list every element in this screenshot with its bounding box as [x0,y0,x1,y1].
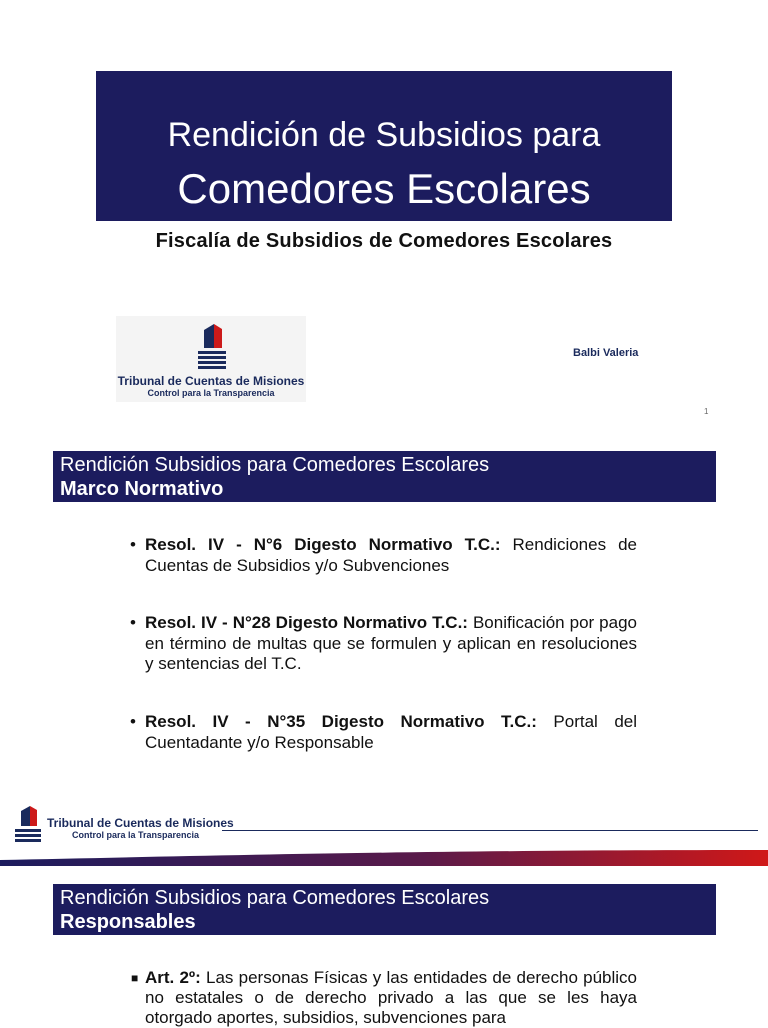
title-banner [96,71,672,221]
article-paragraph [131,968,637,1028]
title-line-2: Comedores Escolares [177,165,591,212]
building-logo-icon [196,324,228,370]
footer-logo-name: Tribunal de Cuentas de Misiones [47,816,234,830]
subtitle: Fiscalía de Subsidios de Comedores Escolares [155,230,613,252]
bullet-text: Portal del Cuentadante y/o Responsable [145,712,638,752]
page-number: 1 [704,407,709,416]
list-item [130,712,637,753]
title-line-1: Rendición de Subsidios para [167,116,601,154]
section-header-marco-normativo [53,451,716,502]
square-bullet-icon: ■ [131,971,139,985]
logo-name: Tribunal de Cuentas de Misiones [117,374,305,388]
footer-building-logo-icon [14,806,44,846]
footer-logo-tagline: Control para la Transparencia [72,830,200,840]
footer-gradient-band [0,846,768,866]
author-name: Balbi Valeria [573,347,639,359]
bullet-bold: Resol. IV - N°35 Digesto Normativo T.C.: [145,712,537,731]
section-header-line-2: Responsables [60,911,196,933]
section-header-line-2: Marco Normativo [60,478,224,500]
footer-divider [222,830,758,831]
bullet-icon: • [130,712,136,731]
bullet-icon: • [130,613,136,632]
bullet-icon: • [130,535,136,554]
article-label: Art. 2º: [145,968,201,987]
section-header-line-1: Rendición Subsidios para Comedores Escolares [60,887,490,909]
section-header-line-1: Rendición Subsidios para Comedores Escolares [60,454,490,476]
bullet-text: Bonificación por pago en término de multas que se formulen y aplican en resoluciones y sentencias del T.C. [145,613,637,673]
bullet-text: Rendiciones de Cuentas de Subsidios y/o Subvenciones [145,535,637,575]
section-header-responsables [53,884,716,935]
bullet-bold: Resol. IV - N°28 Digesto Normativo T.C.: [145,613,468,632]
tribunal-logo [116,316,306,402]
bullet-bold: Resol. IV - N°6 Digesto Normativo T.C.: [145,535,501,554]
list-item [130,535,637,576]
list-item [130,613,637,675]
logo-tagline: Control para la Transparencia [147,388,275,398]
article-text: Las personas Físicas y las entidades de derecho público no estatales o de derecho privado a las que se les haya otorgado aportes, subsidios, subvenciones para [145,968,637,1027]
